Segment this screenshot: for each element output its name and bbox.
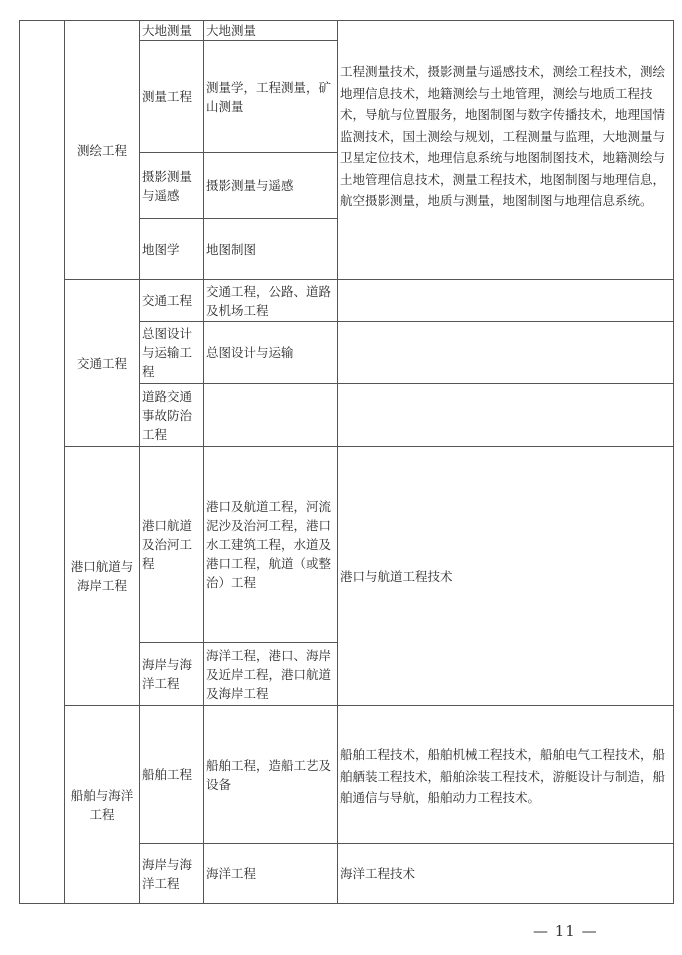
direction-cell: 海洋工程，港口、海岸及近岸工程，港口航道及海岸工程: [204, 643, 338, 706]
direction-cell: 地图制图: [204, 219, 338, 280]
subject-cell: 船舶工程: [140, 706, 204, 844]
subject-cell: 总图设计与运输工程: [140, 322, 204, 384]
subject-cell: 测量工程: [140, 41, 204, 153]
subject-cell: 道路交通事故防治工程: [140, 384, 204, 447]
direction-cell: [204, 384, 338, 447]
page-number: — 11 —: [533, 922, 598, 940]
vocational-cell: 工程测量技术，摄影测量与遥感技术，测绘工程技术，测绘地理信息技术，地籍测绘与土地管理，测绘与地质工程技术，导航与位置服务，地图制图与数字传播技术，地理国情监测技术，国土测绘与规划，工程测量与监理，大地测量与卫星定位技术，地理信息系统与地图制图技术，地籍测绘与土地管理信息技术，测量工程技术，地图制图与地理信息，航空摄影测量，地质与测量，地图制图与地理信息系统。: [338, 21, 674, 280]
direction-cell: 港口及航道工程，河流泥沙及治河工程，港口水工建筑工程，水道及港口工程，航道（或整治）工程: [204, 447, 338, 643]
direction-cell: 总图设计与运输: [204, 322, 338, 384]
direction-cell: 海洋工程: [204, 844, 338, 904]
vocational-cell: [338, 384, 674, 447]
subject-cell: 交通工程: [140, 280, 204, 322]
vocational-cell: 船舶工程技术，船舶机械工程技术，船舶电气工程技术，船舶舾装工程技术，船舶涂装工程技术，游艇设计与制造，船舶通信与导航，船舶动力工程技术。: [338, 706, 674, 844]
direction-cell: 大地测量: [204, 21, 338, 41]
category-cell: 交通工程: [65, 280, 140, 447]
category-cell: 船舶与海洋工程: [65, 706, 140, 904]
major-catalog-table: [19, 20, 674, 904]
subject-cell: 海岸与海洋工程: [140, 643, 204, 706]
subject-cell: 摄影测量与遥感: [140, 153, 204, 219]
subject-cell: 港口航道及治河工程: [140, 447, 204, 643]
subject-cell: 地图学: [140, 219, 204, 280]
vocational-cell: [338, 322, 674, 384]
vocational-cell: 海洋工程技术: [338, 844, 674, 904]
category-cell: 测绘工程: [65, 21, 140, 280]
table-row: [20, 447, 674, 643]
table-row: [20, 280, 674, 322]
category-cell: 港口航道与海岸工程: [65, 447, 140, 706]
subject-cell: 大地测量: [140, 21, 204, 41]
blank-column-cell: [20, 21, 65, 904]
table-row: [20, 21, 674, 41]
subject-cell: 海岸与海洋工程: [140, 844, 204, 904]
table-row: [20, 706, 674, 844]
vocational-cell: [338, 280, 674, 322]
direction-cell: 交通工程，公路、道路及机场工程: [204, 280, 338, 322]
direction-cell: 摄影测量与遥感: [204, 153, 338, 219]
vocational-cell: 港口与航道工程技术: [338, 447, 674, 706]
direction-cell: 船舶工程，造船工艺及设备: [204, 706, 338, 844]
direction-cell: 测量学，工程测量，矿山测量: [204, 41, 338, 153]
